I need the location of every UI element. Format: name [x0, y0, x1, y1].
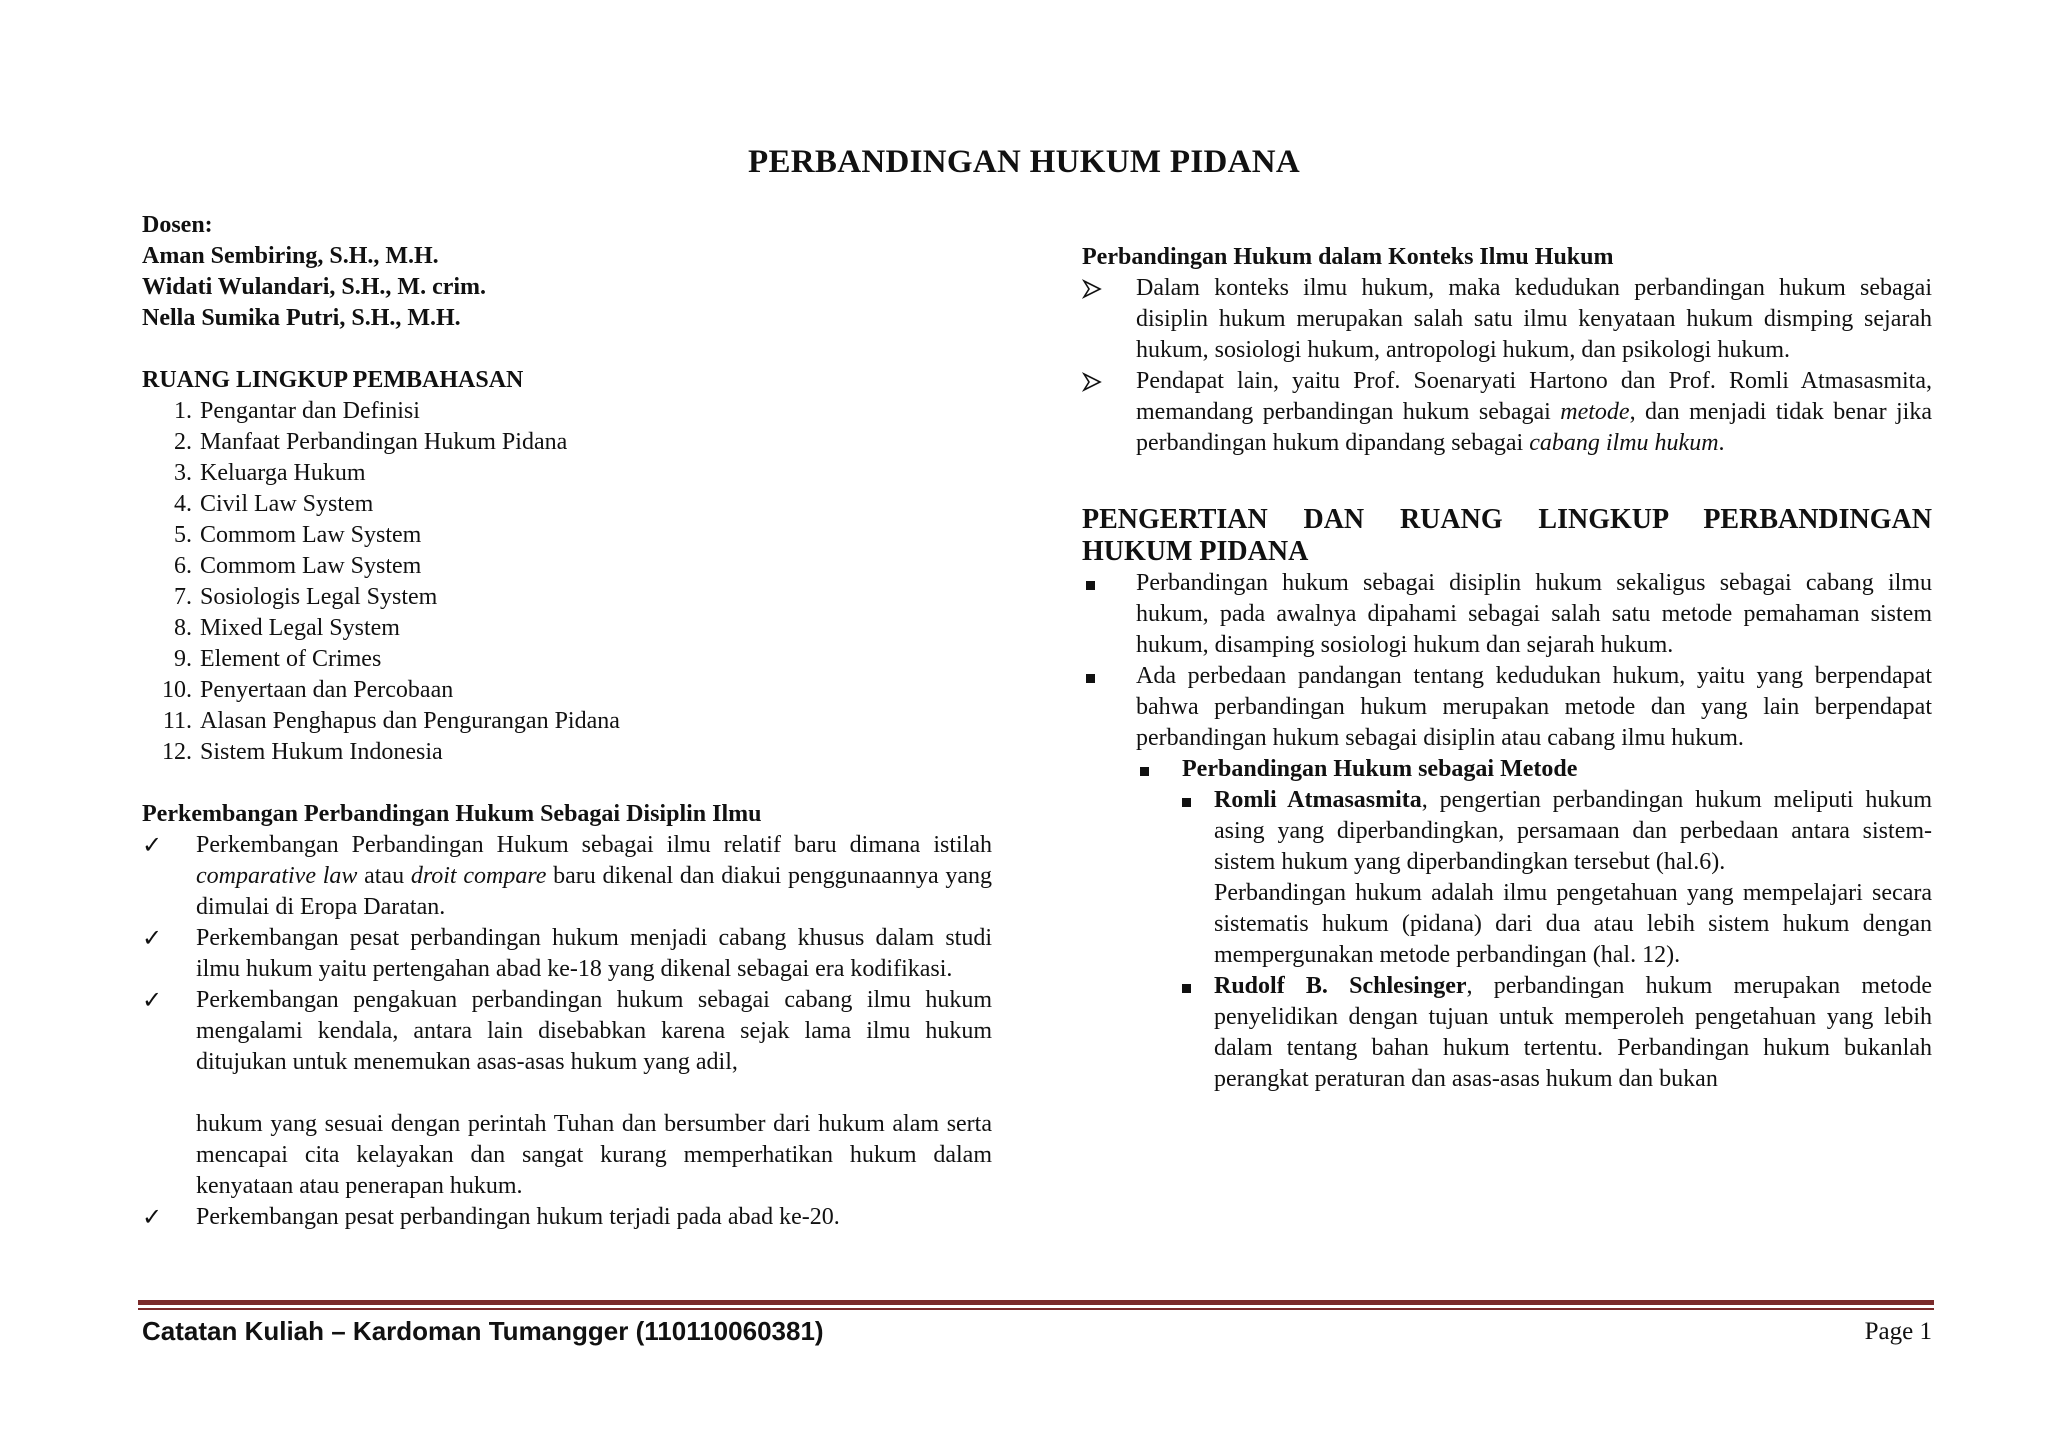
list-item: ✓ Perkembangan pengakuan perbandingan hukum sebagai cabang ilmu hukum mengalami kendala, antara lain disebabkan karena sejak lama ilmu hukum ditujukan untuk menemukan asas-asas hukum yang adil, [142, 986, 992, 1075]
checkmark-icon: ✓ [142, 924, 163, 952]
right-column [1082, 242, 1932, 1095]
footer-caption: Catatan Kuliah – Kardoman Tumangger (110110060381) [142, 1316, 824, 1346]
square-bullet-icon [1182, 785, 1214, 816]
list-item: 8. Mixed Legal System [174, 615, 400, 641]
footer-divider [138, 1300, 1934, 1305]
list-item: Perbandingan hukum sebagai disiplin hukum sekaligus sebagai cabang ilmu hukum, pada awalnya dipahami sebagai salah satu metode pemahaman sistem hukum, disamping sosiologi hukum dan sejarah hukum. [1082, 568, 1932, 661]
list-item: Perbandingan Hukum sebagai Metode [1082, 754, 1932, 785]
lecturer-name: Widati Wulandari, S.H., M. crim. [142, 274, 487, 300]
list-item: Pendapat lain, yaitu Prof. Soenaryati Hartono dan Prof. Romli Atmasasmita, memandang perbandingan hukum sebagai metode, dan menjadi tidak benar jika perbandingan hukum dipandang sebagai cabang ilmu hukum. [1082, 366, 1932, 459]
list-item: Ada perbedaan pandangan tentang kedudukan hukum, yaitu yang berpendapat bahwa perbandingan hukum merupakan metode dan yang lain berpendapat perbandingan hukum sebagai disiplin atau cabang ilmu hukum. [1082, 661, 1932, 754]
list-item: ✓ Perkembangan pesat perbandingan hukum menjadi cabang khusus dalam studi ilmu hukum yaitu pertengahan abad ke-18 yang dikenal sebagai era kodifikasi. [142, 924, 992, 982]
list-item: 1. Pengantar dan Definisi [174, 398, 420, 424]
list-item: Romli Atmasasmita, pengertian perbandingan hukum meliputi hukum asing yang diperbandingkan, persamaan dan perbedaan antara sistem-sistem hukum yang diperbandingkan tersebut (hal.6). [1082, 785, 1932, 878]
list-item: 3. Keluarga Hukum [174, 460, 366, 486]
list-item: 11. Alasan Penghapus dan Pengurangan Pidana [162, 708, 620, 734]
square-bullet-icon [1136, 754, 1182, 785]
topic-list [142, 396, 992, 768]
footer-divider [138, 1308, 1934, 1310]
checkmark-icon: ✓ [142, 831, 163, 859]
paragraph: hukum yang sesuai dengan perintah Tuhan dan bersumber dari hukum alam serta mencapai cita kelayakan dan sangat kurang memperhatikan hukum dalam kenyataan atau penerapan hukum. [196, 1111, 992, 1199]
checkmark-icon: ✓ [142, 986, 163, 1014]
list-item: ✓ Perkembangan pesat perbandingan hukum terjadi pada abad ke-20. [142, 1203, 840, 1231]
checkmark-icon: ✓ [142, 1203, 163, 1231]
square-bullet-icon [1082, 568, 1136, 599]
definition-heading: PENGERTIAN DAN RUANG LINGKUP PERBANDINGAN HUKUM PIDANA [1082, 504, 1932, 567]
list-item: Dalam konteks ilmu hukum, maka kedudukan perbandingan hukum sebagai disiplin hukum merupakan salah satu ilmu kenyataan hukum dismping sejarah hukum, sosiologi hukum, antropologi hukum, dan psikologi hukum. [1082, 273, 1932, 366]
list-item: 6. Commom Law System [174, 553, 422, 579]
arrow-bullet-icon [1082, 273, 1136, 308]
page-number: Page 1 [1864, 1318, 1932, 1345]
list-item: ✓ Perkembangan Perbandingan Hukum sebagai ilmu relatif baru dimana istilah comparative law atau droit compare baru dikenal dan diakui penggunaannya yang dimulai di Eropa Daratan. [142, 831, 992, 920]
square-bullet-icon [1182, 971, 1214, 1002]
lecturer-name: Nella Sumika Putri, S.H., M.H. [142, 305, 461, 331]
list-item: 4. Civil Law System [174, 491, 374, 517]
list-item: 12. Sistem Hukum Indonesia [162, 739, 443, 765]
list-item: 9. Element of Crimes [174, 646, 382, 672]
scope-heading: RUANG LINGKUP PEMBAHASAN [142, 367, 524, 393]
context-heading: Perbandingan Hukum dalam Konteks Ilmu Hukum [1082, 244, 1614, 270]
development-heading: Perkembangan Perbandingan Hukum Sebagai Disiplin Ilmu [142, 801, 762, 827]
list-item: 7. Sosiologis Legal System [174, 584, 438, 610]
lecturer-name: Aman Sembiring, S.H., M.H. [142, 243, 439, 269]
list-item: 10. Penyertaan dan Percobaan [162, 677, 454, 703]
document-title: PERBANDINGAN HUKUM PIDANA [748, 144, 1300, 180]
arrow-bullet-icon [1082, 366, 1136, 401]
list-item: Rudolf B. Schlesinger, perbandingan hukum merupakan metode penyelidikan dengan tujuan untuk memperoleh pengetahuan yang lebih dalam tentang bahan hukum tertentu. Perbandingan hukum bukanlah perangkat peraturan dan asas-asas hukum dan bukan [1082, 971, 1932, 1095]
square-bullet-icon [1082, 661, 1136, 692]
list-item: 2. Manfaat Perbandingan Hukum Pidana [174, 429, 568, 455]
lecturer-label: Dosen: [142, 212, 213, 238]
list-item: 5. Commom Law System [174, 522, 422, 548]
left-column [142, 210, 992, 1233]
paragraph: Perbandingan hukum adalah ilmu pengetahuan yang mempelajari secara sistematis hukum (pidana) dari dua atau lebih sistem hukum dengan mempergunakan metode perbandingan (hal. 12). [1214, 880, 1932, 968]
